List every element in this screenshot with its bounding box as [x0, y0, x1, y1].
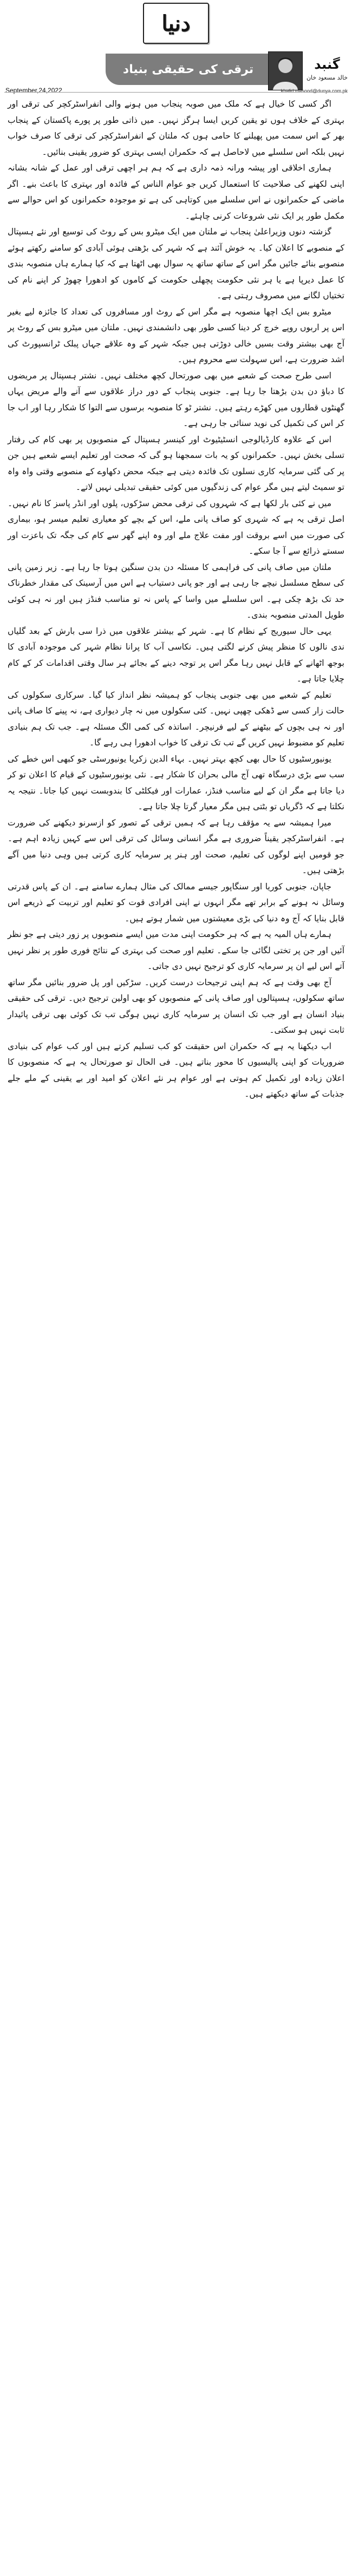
column-title-band [106, 54, 271, 85]
article-paragraph: اب دیکھنا یہ ہے کہ حکمران اس حقیقت کو کب تسلیم کرتے ہیں اور کب عوام کی بنیادی ضروریات کو اپنی پالیسیوں کا محور بناتے ہیں۔ فی الحال تو صورتحال یہ ہے کہ منصوبوں کا اعلان زیادہ اور تکمیل کم ہوتی ہے اور عوام ہر نئے اعلان کو امید اور بے یقینی کے ملے جلے جذبات کے ساتھ دیکھتے ہیں۔ [8, 1041, 344, 1099]
article-paragraph: میرا ہمیشہ سے یہ مؤقف رہا ہے کہ ہمیں ترقی کے تصور کو ازسرنو دیکھنے کی ضرورت ہے۔ انفراسٹرکچر یقیناً ضروری ہے مگر انسانی وسائل کی ترقی اس سے کہیں زیادہ اہم ہے۔ جو قومیں اپنے لوگوں کی تعلیم، صحت اور ہنر پر سرمایہ کاری کرتی ہیں وہی دنیا میں آگے بڑھتی ہیں۔ [8, 817, 344, 875]
newspaper-logo[interactable] [143, 3, 209, 44]
article-paragraph: تعلیم کے شعبے میں بھی جنوبی پنجاب کو ہمیشہ نظر انداز کیا گیا۔ سرکاری سکولوں کی حالت زار کسی سے ڈھکی چھپی نہیں۔ کئی سکولوں میں نہ چار دیواری ہے، نہ پینے کا صاف پانی اور نہ ہی بچوں کے بیٹھنے کے لیے فرنیچر۔ اساتذہ کی کمی الگ مسئلہ ہے۔ جب تک ہم بنیادی تعلیم کو مضبوط نہیں کریں گے تب تک ترقی کا خواب ادھورا ہی رہے گا۔ [8, 690, 344, 748]
article-paragraph: اسی طرح صحت کے شعبے میں بھی صورتحال کچھ مختلف نہیں۔ نشتر ہسپتال پر مریضوں کا دباؤ دن بدن بڑھتا جا رہا ہے۔ جنوبی پنجاب کے دور دراز علاقوں سے آنے والے مریض یہاں گھنٹوں قطاروں میں کھڑے رہتے ہیں۔ نشتر ٹو کا منصوبہ برسوں سے التوا کا شکار رہا اور اب جا کر اس کی تکمیل کی نوید سنائی جا رہی ہے۔ [8, 370, 344, 428]
author-silhouette-icon [269, 52, 302, 90]
logo-text: دنیا [161, 10, 191, 36]
article-paragraph: میں نے کئی بار لکھا ہے کہ شہروں کی ترقی محض سڑکوں، پلوں اور انڈر پاسز کا نام نہیں۔ اصل ترقی یہ ہے کہ شہری کو صاف پانی ملے، اس کے بچے کو معیاری تعلیم میسر ہو، بیماری کی صورت میں اسے بروقت اور مفت علاج ملے اور وہ اپنے گھر سے کام کی جگہ تک باعزت اور سستے ذرائع سے آ جا سکے۔ [8, 498, 344, 556]
column-header [0, 51, 352, 94]
article-paragraph: یونیورسٹیوں کا حال بھی کچھ بہتر نہیں۔ بہاء الدین زکریا یونیورسٹی جو کبھی اس خطے کی سب سے بڑی درسگاہ تھی آج مالی بحران کا شکار ہے۔ نئی یونیورسٹیوں کے قیام کا اعلان تو کر دیا جاتا ہے مگر ان کے لیے مناسب فنڈز، عمارات اور فیکلٹی کا بندوبست نہیں کیا جاتا۔ نتیجہ یہ نکلتا ہے کہ ڈگریاں تو بٹتی ہیں مگر معیار گرتا چلا جاتا ہے۔ [8, 753, 344, 811]
article-paragraph: یہی حال سیوریج کے نظام کا ہے۔ شہر کے بیشتر علاقوں میں ذرا سی بارش کے بعد گلیاں ندی نالوں کا منظر پیش کرنے لگتی ہیں۔ نکاسی آب کا پرانا نظام شہر کی موجودہ آبادی کا بوجھ اٹھانے کے قابل نہیں رہا مگر اس پر توجہ دینے کے بجائے ہر سال وقتی اقدامات کر کے کام چلایا جاتا ہے۔ [8, 626, 344, 684]
author-badge [305, 53, 349, 86]
author-name: خالد مسعود خان [306, 74, 348, 81]
article-paragraph: ہمارے ہاں المیہ یہ ہے کہ ہر حکومت اپنی مدت میں ایسے منصوبوں پر زور دیتی ہے جو نظر آئیں اور جن پر تختی لگائی جا سکے۔ تعلیم اور صحت کی بہتری کے نتائج فوری طور پر نظر نہیں آتے اس لیے ان پر سرمایہ کاری کو ترجیح نہیں دی جاتی۔ [8, 929, 344, 971]
article-paragraph: ہماری اخلاقی اور پیشہ ورانہ ذمہ داری ہے کہ ہم ہر اچھی ترقی اور عمل کے شانہ بشانہ اپنی لکھنے کی صلاحیت کا استعمال کریں جو عوام الناس کے فائدہ اور بہتری کا باعث بنے۔ اگر ماضی کے حکمرانوں نے اس سلسلے میں کوتاہی کی ہے تو موجودہ حکمرانوں کو اس حوالے سے مکمل طور پر ایک نئی شروعات کرنی چاہئے۔ [8, 163, 344, 221]
column-title: ترقی کی حقیقی بنیاد [122, 62, 254, 76]
masthead [0, 0, 352, 47]
author-email[interactable]: khalid.masood@dunya.com.pk [281, 88, 348, 94]
article-body [8, 96, 344, 1103]
article-paragraph: میٹرو بس ایک اچھا منصوبہ ہے مگر اس کے روٹ اور مسافروں کی تعداد کا جائزہ لیے بغیر اس پر اربوں روپے خرچ کر دینا کسی طور بھی دانشمندی نہیں۔ ملتان میں میٹرو بس کے روٹ پر آج بھی بیشتر وقت بسیں خالی دوڑتی ہیں جبکہ شہر کے وہ علاقے جہاں پبلک ٹرانسپورٹ کی اشد ضرورت ہے، اس سہولت سے محروم ہیں۔ [8, 306, 344, 364]
publish-date: September,24,2022 [5, 87, 62, 94]
header-divider [4, 92, 348, 93]
article-paragraph: گزشتہ دنوں وزیراعلیٰ پنجاب نے ملتان میں ایک میٹرو بس کے روٹ کی توسیع اور نئے ہسپتال کے منصوبے کا اعلان کیا۔ یہ خوش آئند ہے کہ شہر کی بڑھتی ہوئی آبادی کو سامنے رکھتے ہوئے منصوبے بنائے جائیں مگر اس کے ساتھ ساتھ یہ سوال بھی اٹھتا ہے کہ کیا ہمارے ہاں منصوبہ بندی کا عمل دیرپا ہے یا ہر نئی حکومت پچھلی حکومت کے کاموں کو ادھورا چھوڑ کر اپنے نام کی تختیاں لگانے میں مصروف رہتی ہے۔ [8, 227, 344, 300]
author-photo [268, 51, 303, 90]
column-badge: گنبد [314, 56, 340, 72]
article-paragraph: اس کے علاوہ کارڈیالوجی انسٹیٹیوٹ اور کینسر ہسپتال کے منصوبوں پر بھی کام کی رفتار تسلی بخش نہیں۔ حکمرانوں کو یہ بات سمجھنا ہو گی کہ صحت اور تعلیم ایسے شعبے ہیں جن پر کی گئی سرمایہ کاری نسلوں تک فائدہ دیتی ہے جبکہ محض دکھاوے کے منصوبے وقتی واہ واہ تو سمیٹ لیتے ہیں مگر عوام کی زندگیوں میں کوئی حقیقی تبدیلی نہیں لاتے۔ [8, 434, 344, 492]
article-paragraph: جاپان، جنوبی کوریا اور سنگاپور جیسے ممالک کی مثال ہمارے سامنے ہے۔ ان کے پاس قدرتی وسائل نہ ہونے کے برابر تھے مگر انہوں نے اپنی افرادی قوت کو تعلیم اور تربیت کے ذریعے اس قابل بنایا کہ آج وہ دنیا کی بڑی معیشتوں میں شمار ہوتے ہیں۔ [8, 881, 344, 923]
article-paragraph: ملتان میں صاف پانی کی فراہمی کا مسئلہ دن بدن سنگین ہوتا جا رہا ہے۔ زیر زمین پانی کی سطح مسلسل نیچے جا رہی ہے اور جو پانی دستیاب ہے اس میں آرسینک کی مقدار خطرناک حد تک بڑھ چکی ہے۔ اس سلسلے میں واسا کے پاس نہ تو مناسب فنڈز ہیں اور نہ ہی کوئی طویل المدتی منصوبہ بندی۔ [8, 562, 344, 620]
article-paragraph: اگر کسی کا خیال ہے کہ ملک میں صوبہ پنجاب میں ہونے والی انفراسٹرکچر کی ترقی اور بہتری کے خلاف ہوں تو یقین کریں ایسا ہرگز نہیں۔ میں ذاتی طور پر پورے پاکستان کے پنجاب بھر کے اس سمت میں پھیلنے کا حامی ہوں کہ ملتان کے انفراسٹرکچر کی ترقی کا صرف خواب نہیں بلکہ اس سلسلے میں لاحاصل ہے کہ حکمران ایسی بہتری کو ضرور یقینی بنائیں۔ [8, 99, 344, 157]
article-paragraph: آج بھی وقت ہے کہ ہم اپنی ترجیحات درست کریں۔ سڑکیں اور پل ضرور بنائیں مگر ساتھ ساتھ سکولوں، ہسپتالوں اور صاف پانی کے منصوبوں کو بھی اولین ترجیح دیں۔ ترقی کی حقیقی بنیاد انسان ہے اور جب تک انسان پر سرمایہ کاری نہیں ہوگی تب تک کوئی بھی ترقی پائیدار ثابت نہیں ہو سکتی۔ [8, 977, 344, 1035]
